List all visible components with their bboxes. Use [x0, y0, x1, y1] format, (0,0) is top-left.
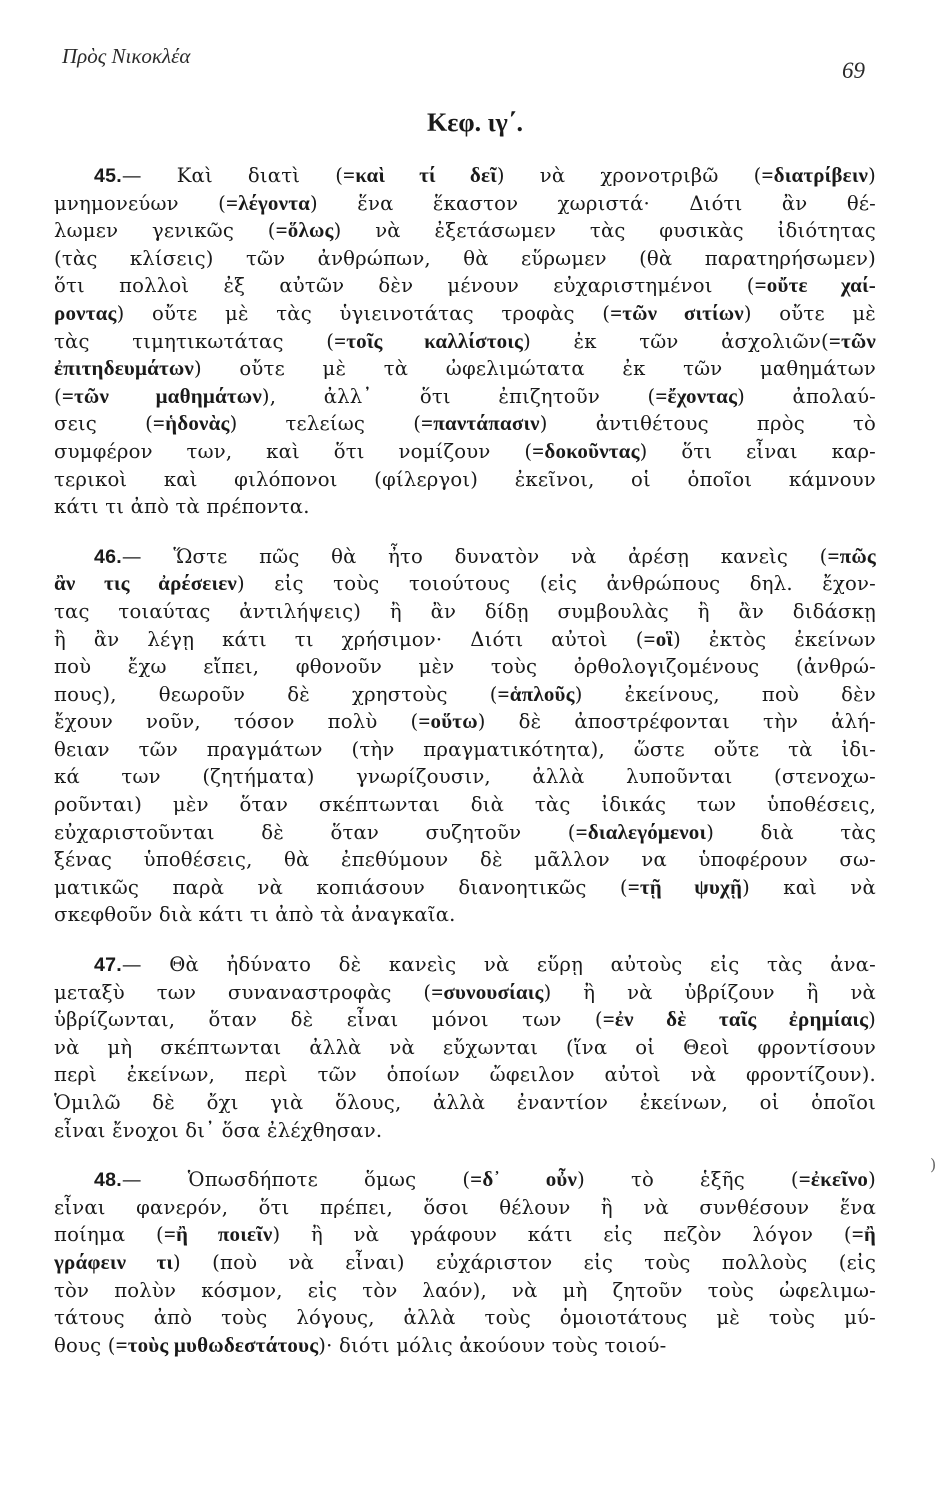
paragraph-number: 46. — [94, 545, 122, 568]
text-run: ) δὲ ἀποστρέφονται τὴν ἀλή- — [477, 710, 876, 734]
text-run: κά των (ζητήματα) γνωρίζουσιν, ἀλλὰ λυποῦνται (στενοχω- — [54, 765, 876, 789]
text-run: τὸν πολὺν κόσμον, εἰς τὸν λαόν), νὰ μὴ ζητοῦν τοὺς ὠφελιμω- — [54, 1278, 876, 1302]
text-line — [54, 1221, 876, 1249]
text-line — [54, 763, 876, 791]
text-line — [54, 708, 876, 736]
text-run: θειαν τῶν πραγμάτων (τὴν πραγματικότητα), ὥστε οὔτε τὰ ἰδι- — [54, 737, 876, 761]
paragraph-48 — [54, 1166, 876, 1359]
ancient-greek-gloss: =τῶν σιτίων — [610, 300, 744, 325]
text-run: ) τὸ ἑξῆς ( — [577, 1168, 799, 1192]
text-line — [54, 1006, 876, 1034]
text-line — [54, 543, 876, 571]
text-run: ματικῶς παρὰ νὰ κοπιάσουν διανοητικῶς ( — [54, 875, 628, 899]
text-body — [54, 162, 876, 1381]
ancient-greek-gloss: =ἔχοντας — [655, 383, 738, 408]
text-run: — Ὁπωσδήποτε ὅμως ( — [121, 1168, 471, 1192]
ancient-greek-gloss: =δ᾽ οὖν — [470, 1167, 578, 1192]
text-run: ) διὰ τὰς — [706, 820, 876, 844]
text-run: )· διότι μόλις ἀκούουν τοὺς τοιού- — [318, 1333, 667, 1357]
text-line — [54, 438, 876, 466]
ancient-greek-gloss: =καὶ τί δεῖ — [343, 163, 497, 187]
text-run: ), ἀλλ᾽ ὅτι ἐπιζητοῦν ( — [261, 384, 656, 408]
ancient-greek-gloss: =τῶν — [828, 328, 876, 353]
text-line — [54, 1249, 876, 1277]
text-run: — Καὶ διατὶ ( — [121, 164, 344, 187]
ancient-greek-gloss: =τοῖς καλλίστοις — [334, 328, 524, 353]
text-run: ) ἀντιθέτους πρὸς τὸ — [539, 412, 876, 436]
text-line — [54, 162, 876, 190]
text-line — [54, 272, 876, 300]
paragraph-45 — [54, 162, 876, 521]
text-line — [54, 1061, 876, 1089]
text-run: ) ἐκ τῶν ἀσχολιῶν( — [523, 329, 829, 353]
paragraph-46 — [54, 543, 876, 929]
text-run: ) οὔτε μὲ — [743, 301, 876, 325]
text-line — [54, 493, 876, 521]
text-line — [54, 901, 876, 929]
paragraph-number: 47. — [94, 954, 122, 977]
text-run: ) — [868, 1168, 876, 1192]
text-run: τας τοιαύτας ἀντιλήψεις) ἢ ἂν δίδῃ συμβουλὰς ἢ ἂν διδάσκῃ — [54, 599, 876, 623]
ancient-greek-gloss: =τοὺς μυθωδεστάτους — [115, 1332, 319, 1357]
text-run: ποίημα ( — [54, 1223, 164, 1247]
text-run: ποὺ ἔχω εἴπει, φθονοῦν μὲν τοὺς ὀρθολογιζομένους (ἀνθρώ- — [54, 655, 876, 679]
ancient-greek-gloss: =παντάπασιν — [421, 411, 540, 436]
chapter-heading: Κεφ. ιγ΄. — [427, 108, 523, 137]
text-run: — Ὥστε πῶς θὰ ἦτο δυνατὸν νὰ ἀρέσῃ κανεὶς ( — [121, 544, 828, 568]
paragraph-number: 48. — [94, 1169, 122, 1192]
text-run: ) (ποὺ νὰ εἶναι) εὐχάριστον εἰς τοὺς πολλοὺς (εἰς — [173, 1250, 876, 1274]
text-line — [54, 466, 876, 494]
text-run: ) ἀπολαύ- — [737, 384, 876, 408]
text-line — [54, 355, 876, 383]
text-line — [54, 736, 876, 764]
text-run: λωμεν γενικῶς ( — [54, 219, 276, 243]
text-run: ) ἢ νὰ γράφουν κάτι εἰς πεζὸν λόγον ( — [272, 1223, 852, 1247]
text-run: πους), θεωροῦν δὲ χρηστοὺς ( — [54, 682, 498, 706]
text-line — [54, 245, 876, 273]
text-run: ) οὔτε μὲ τὰς ὑγιεινοτάτας τροφὰς ( — [116, 301, 611, 325]
ancient-greek-gloss: =οὔτε χαί- — [754, 273, 876, 298]
text-run: ) — [868, 164, 876, 187]
running-title: Πρὸς Νικοκλέα — [62, 44, 191, 68]
text-run: ) ἕνα ἕκαστον χωριστά· Διότι ἂν θέ- — [310, 191, 876, 215]
text-run: ) ἐκείνους, ποὺ δὲν — [574, 682, 876, 706]
ancient-greek-gloss: ἂν τις ἀρέσειεν — [54, 571, 237, 596]
paragraph-number: 45. — [94, 165, 122, 187]
text-line — [54, 1304, 876, 1332]
ancient-greek-gloss: =ἢ ποιεῖν — [163, 1222, 273, 1247]
text-line — [54, 1034, 876, 1062]
text-line — [54, 681, 876, 709]
text-line — [54, 570, 876, 598]
text-run: ξένας ὑποθέσεις, θὰ ἐπεθύμουν δὲ μᾶλλον να ὑποφέρουν σω- — [54, 848, 876, 872]
text-line — [54, 846, 876, 874]
text-run: νὰ μὴ σκέπτωνται ἀλλὰ νὰ εὔχωνται (ἵνα οἱ Θεοὶ φροντίσουν — [54, 1035, 876, 1059]
text-run: ) ἢ νὰ ὑβρίζουν ἢ νὰ — [543, 980, 876, 1004]
text-run: ἢ ἂν λέγῃ κάτι τι χρήσιμον· Διότι αὐτοὶ ( — [54, 627, 644, 651]
text-run: ) νὰ χρονοτριβῶ ( — [496, 164, 762, 187]
text-line — [54, 951, 876, 979]
text-run: εἶναι φανερόν, ὅτι πρέπει, ὅσοι θέλουν ἢ νὰ συνθέσουν ἕνα — [54, 1195, 876, 1219]
text-line — [54, 190, 876, 218]
text-line — [54, 1277, 876, 1305]
text-run: σκεφθοῦν διὰ κάτι τι ἀπὸ τὰ ἀναγκαῖα. — [54, 903, 456, 927]
text-line — [54, 874, 876, 902]
text-run: ) τελείως ( — [229, 412, 422, 436]
text-line — [54, 791, 876, 819]
text-line — [54, 1089, 876, 1117]
text-line — [54, 653, 876, 681]
text-line — [54, 979, 876, 1007]
ancient-greek-gloss: γράφειν τι — [54, 1249, 174, 1274]
text-run: σεις ( — [54, 412, 153, 436]
text-line — [54, 598, 876, 626]
text-line — [54, 819, 876, 847]
ancient-greek-gloss: =ἡδονὰς — [152, 411, 230, 436]
text-line — [54, 300, 876, 328]
ancient-greek-gloss: =οὕτω — [418, 709, 478, 734]
text-line — [54, 1332, 876, 1360]
ancient-greek-gloss: ἐπιτηδευμάτων — [54, 356, 195, 381]
text-line — [54, 217, 876, 245]
text-run: ) ὅτι εἶναι καρ- — [639, 439, 876, 463]
paragraph-47 — [54, 951, 876, 1144]
ancient-greek-gloss: =ἐκεῖνο — [798, 1167, 869, 1192]
ancient-greek-gloss: =ἢ — [851, 1222, 876, 1247]
text-run: ἔχουν νοῦν, τόσον πολὺ ( — [54, 710, 419, 734]
text-run: κάτι τι ἀπὸ τὰ πρέποντα. — [54, 495, 310, 519]
text-line — [54, 1166, 876, 1194]
text-line — [54, 328, 876, 356]
text-line — [54, 410, 876, 438]
ancient-greek-gloss: =συνουσίαις — [431, 979, 544, 1004]
ancient-greek-gloss: =διατρίβειν — [761, 163, 869, 187]
text-run: τερικοὶ καὶ φιλόπονοι (φίλεργοι) ἐκεῖνοι, οἱ ὁποῖοι κάμνουν — [54, 467, 876, 491]
text-run: θους ( — [54, 1333, 116, 1357]
text-line — [54, 1194, 876, 1222]
text-line — [54, 1117, 876, 1145]
ancient-greek-gloss: =λέγοντα — [226, 190, 310, 215]
text-run: (τὰς κλίσεις) τῶν ἀνθρώπων, θὰ εὕρωμεν (θὰ παρατηρήσωμεν) — [54, 246, 876, 270]
text-run: τὰς τιμητικωτάτας ( — [54, 329, 335, 353]
text-run: εὐχαριστοῦνται δὲ ὅταν συζητοῦν ( — [54, 820, 576, 844]
ancient-greek-gloss: =οἳ — [643, 626, 674, 651]
text-run: ) — [868, 1008, 876, 1032]
text-run: ) εἰς τοὺς τοιούτους (εἰς ἀνθρώπους δηλ. ἔχον- — [236, 572, 876, 596]
ancient-greek-gloss: =πῶς — [827, 543, 876, 568]
text-run: ) νὰ ἐξετάσωμεν τὰς φυσικὰς ἰδιότητας — [333, 219, 876, 243]
ancient-greek-gloss: =ὅλως — [275, 218, 334, 243]
ancient-greek-gloss: =ἁπλοῦς — [497, 681, 575, 706]
ancient-greek-gloss: ροντας — [54, 300, 117, 325]
text-run: τάτους ἀπὸ τοὺς λόγους, ἀλλὰ τοὺς ὁμοιοτάτους μὲ τοὺς μύ- — [54, 1306, 876, 1330]
text-run: συμφέρον των, καὶ ὅτι νομίζουν ( — [54, 439, 533, 463]
text-run: ) οὔτε μὲ τὰ ὠφελιμώτατα ἐκ τῶν μαθημάτων — [194, 357, 876, 381]
ancient-greek-gloss: =ἐν δὲ ταῖς ἐρημίαις — [602, 1007, 869, 1032]
text-run: μνημονεύων ( — [54, 191, 227, 215]
text-run: ὅτι πολλοὶ ἐξ αὐτῶν δὲν μένουν εὐχαριστημένοι ( — [54, 274, 755, 298]
text-run: Ὁμιλῶ δὲ ὄχι γιὰ ὅλους, ἀλλὰ ἐναντίον ἐκείνων, οἱ ὁποῖοι — [54, 1091, 876, 1114]
margin-mark: ) — [930, 1155, 937, 1174]
text-line — [54, 383, 876, 411]
ancient-greek-gloss: =δοκοῦντας — [532, 438, 640, 463]
ancient-greek-gloss: =τῇ ψυχῇ — [627, 874, 743, 899]
text-run: ) ἐκτὸς ἐκείνων — [673, 627, 876, 651]
ancient-greek-gloss: =διαλεγόμενοι — [575, 819, 707, 844]
text-run: ( — [54, 384, 62, 408]
text-run: ὑβρίζωνται, ὅταν δὲ εἶναι μόνοι των ( — [54, 1008, 603, 1032]
text-run: ροῦνται) μὲν ὅταν σκέπτωνται διὰ τὰς ἰδικάς των ὑποθέσεις, — [54, 793, 876, 817]
text-run: μεταξὺ των συναναστροφὰς ( — [54, 980, 432, 1004]
text-run: ) καὶ νὰ — [742, 875, 876, 899]
text-line — [54, 626, 876, 654]
page-number: 69 — [842, 58, 865, 83]
text-run: — Θὰ ἠδύνατο δὲ κανεὶς νὰ εὕρῃ αὐτοὺς εἰς τὰς ἀνα- — [121, 953, 876, 977]
text-run: εἶναι ἔνοχοι δι᾽ ὅσα ἐλέχθησαν. — [54, 1118, 383, 1142]
text-run: περὶ ἐκείνων, περὶ τῶν ὁποίων ὤφειλον αὐτοὶ νὰ φροντίζουν). — [54, 1063, 876, 1087]
ancient-greek-gloss: =τῶν μαθημάτων — [61, 383, 262, 408]
